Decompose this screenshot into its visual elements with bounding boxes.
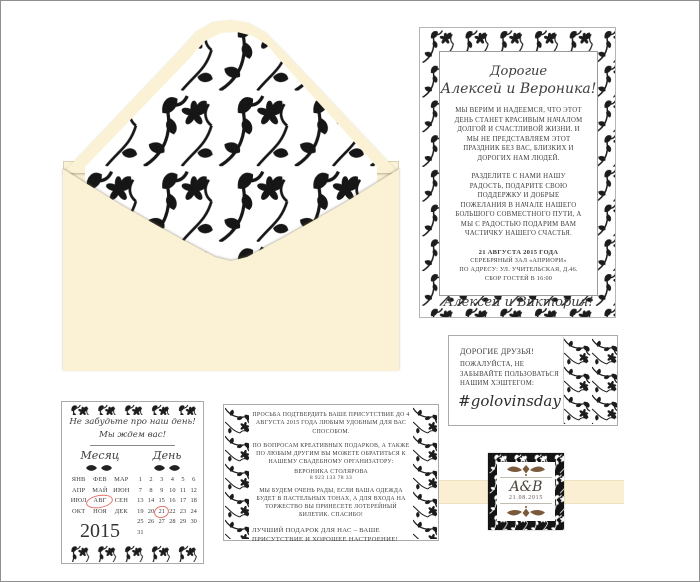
calendar-cell: МАЙ (92, 486, 108, 494)
calendar-cell: 21 (156, 508, 167, 516)
calendar-cell: МАР (114, 476, 129, 483)
leaf-ornament-icon (154, 464, 180, 472)
invitation-paragraph-2: РАЗДЕЛИТЕ С НАМИ НАШУ РАДОСТЬ, ПОДАРИТЕ СВОЮ ПОДДЕРЖКУ И ДОБРЫЕ ПОЖЕЛАНИЯ В НАЧАЛЕ НАШЕГО БОЛЬШОГО СОВМЕСТНОГО ПУТИ, А МЫ С РАДОСТЬЮ ПОДАРИМ ВАМ ЧАСТИЧКУ НАШЕГО СЧАСТЬЯ. (455, 173, 582, 238)
calendar-cell: 15 (158, 497, 165, 504)
calendar-cell: ЯНВ (71, 476, 86, 483)
monogram-tag (488, 453, 564, 530)
calendar-cell: 23 (179, 507, 187, 515)
calendar-card (61, 401, 204, 564)
calendar-cell: 12 (190, 486, 197, 494)
calendar-cell: 14 (147, 497, 155, 504)
rsvp-gifts-text: ПО ВОПРОСАМ КРЕАТИВНЫХ ПОДАРКОВ, А ТАКЖЕ ПО ЛЮБЫМ ДРУГИМ ВЫ МОЖЕТЕ ОБРАТИТЬСЯ К НАШЕМУ СВАДЕБНОМУ ОРГАНИЗАТОРУ: (252, 442, 410, 466)
calendar-cell: 25 (137, 518, 144, 525)
invitation-date: 21 АВГУСТА 2015 ГОДА (478, 248, 559, 256)
calendar-cell: ДЕК (114, 507, 128, 515)
calendar-cell: 24 (190, 507, 197, 515)
calendar-cell: 13 (137, 497, 144, 504)
calendar-day-grid (135, 476, 199, 537)
calendar-day-label: День (152, 449, 182, 462)
hashtag-card (448, 335, 618, 426)
leaf-ornament-icon (86, 464, 112, 472)
rsvp-confirm-text: ПРОСЬБА ПОДТВЕРДИТЬ ВАШЕ ПРИСУТСТВИЕ ДО 4 АВГУСТА 2015 ГОДА ЛЮБЫМ УДОБНЫМ ДЛЯ ВАС СПОСОБОМ. (252, 412, 410, 435)
calendar-cell: 8 (149, 486, 153, 494)
rsvp-organizer-name: ВЕРОНИКА СТОЛЯРОВА (294, 468, 368, 475)
calendar-cell: 6 (192, 476, 196, 483)
calendar-cell: 19 (137, 507, 144, 515)
calendar-top-border-pattern (63, 403, 202, 415)
calendar-cell: 18 (190, 497, 197, 504)
calendar-cell: 17 (179, 497, 187, 504)
calendar-cell: ИЮН (113, 486, 130, 494)
calendar-cell: ФЕВ (93, 476, 107, 483)
invitation-signature: Алексей и Виктория! (443, 295, 594, 311)
calendar-cell: 20 (147, 507, 155, 515)
calendar-cell: 7 (138, 486, 142, 494)
calendar-year: 2015 (80, 520, 120, 542)
invitation-text-panel (439, 51, 598, 311)
calendar-month-label: Месяц (80, 449, 120, 462)
hashtag-pattern-block (563, 337, 617, 424)
monogram-initials: A&B (509, 479, 543, 495)
monogram-date: 21.08.2015 (508, 495, 544, 501)
calendar-cell: 26 (147, 518, 155, 525)
calendar-bottom-border-pattern (63, 544, 202, 562)
calendar-cell: 5 (181, 476, 185, 483)
invitation-venue: СЕРЕБРЯНЫЙ ЗАЛ «АПРИОРИ» (470, 257, 567, 265)
calendar-cell: 10 (169, 486, 176, 494)
rsvp-dresscode-text: МЫ БУДЕМ ОЧЕНЬ РАДЫ, ЕСЛИ ВАША ОДЕЖДА БУДЕТ В ПАСТЕЛЬНЫХ ТОНАХ, А ДЛЯ ВХОДА НА ТОРЖЕСТВО ВЫ ПРИНЕСЕТЕ ЛОТЕРЕЙНЫЙ БИЛЕТИК. СПАСИБО! (256, 487, 406, 519)
calendar-cell: 1 (138, 476, 142, 483)
calendar-cell: ОКТ (71, 507, 86, 515)
floral-pattern (564, 337, 617, 424)
calendar-cell: ИЮЛ (70, 497, 87, 504)
calendar-cell: НОЯ (93, 507, 107, 515)
calendar-cell: АВГ (89, 497, 110, 505)
calendar-cell: 29 (179, 518, 187, 525)
floral-pattern (225, 406, 249, 539)
calendar-cell: 2 (149, 476, 153, 483)
rsvp-left-border-pattern (225, 406, 249, 539)
hashtag-instruction: ПОЖАЛУЙСТА, НЕ ЗАБЫВАЙТЕ ПОЛЬЗОВАТЬСЯ НАШИМ ХЭШТЕГОМ: (460, 361, 559, 388)
rsvp-closing-text: ЛУЧШИЙ ПОДАРОК ДЛЯ НАС – ВАШЕ ПРИСУТСТВИЕ И ХОРОШЕЕ НАСТРОЕНИЕ! (252, 526, 399, 544)
rsvp-organizer-phone: 8 923 133 78 33 (309, 474, 353, 481)
calendar-cell: 22 (169, 507, 176, 515)
envelope-pocket (63, 161, 399, 371)
invitation-address: ПО АДРЕСУ: УЛ. УЧИТЕЛЬСКАЯ, Д.46. (459, 266, 578, 274)
calendar-cell: СЕН (114, 497, 129, 504)
calendar-cell: 28 (169, 518, 176, 525)
floral-pattern (413, 406, 437, 539)
invitation-paragraph-1: МЫ ВЕРИМ И НАДЕЕМСЯ, ЧТО ЭТОТ ДЕНЬ СТАНЕТ КРАСИВЫМ НАЧАЛОМ ДОЛГОЙ И СЧАСТЛИВОЙ ЖИЗНИ. И МЫ НЕ ПРЕДСТАВЛЯЕМ ЭТОТ ПРАЗДНИК БЕЗ ВАС, БЛИЗКИХ И ДОРОГИХ НАМ ЛЮДЕЙ. (454, 107, 583, 162)
invitation-card (419, 27, 616, 318)
calendar-month-grid (68, 476, 132, 516)
calendar-title-line1: Не забудьте про наш день! (69, 417, 196, 427)
monogram-panel (497, 462, 555, 521)
invitation-time: СБОР ГОСТЕЙ В 16:00 (484, 275, 553, 283)
calendar-cell: 4 (170, 476, 174, 483)
floral-pattern (63, 403, 202, 415)
envelope-pocket-paper (63, 161, 399, 371)
hashtag-salutation: ДОРОГИЕ ДРУЗЬЯ! (460, 347, 535, 356)
divider-line (90, 445, 175, 446)
hashtag-text: #golovinsday (458, 392, 561, 410)
divider-line (500, 503, 552, 504)
invitation-greeting: Дорогие (489, 64, 548, 79)
invitation-details (440, 248, 597, 285)
calendar-cell: 30 (190, 518, 197, 525)
flourish-ornament-icon (506, 506, 546, 518)
invitation-names: Алексей и Вероника! (440, 81, 597, 97)
calendar-cell: 27 (158, 518, 165, 525)
rsvp-card (223, 404, 439, 544)
calendar-cell: 16 (169, 497, 176, 504)
flourish-ornament-icon (506, 464, 546, 476)
rsvp-right-border-pattern (413, 406, 437, 539)
calendar-cell: 3 (160, 476, 164, 483)
calendar-cell: 31 (137, 528, 144, 536)
divider-line (500, 477, 552, 478)
calendar-cell: АПР (71, 486, 86, 494)
rsvp-text-panel (252, 411, 410, 544)
calendar-cell: 9 (160, 486, 164, 494)
calendar-title-line2: Мы ждем вас! (98, 430, 167, 440)
floral-pattern (63, 544, 202, 562)
calendar-cell: 11 (179, 486, 187, 494)
